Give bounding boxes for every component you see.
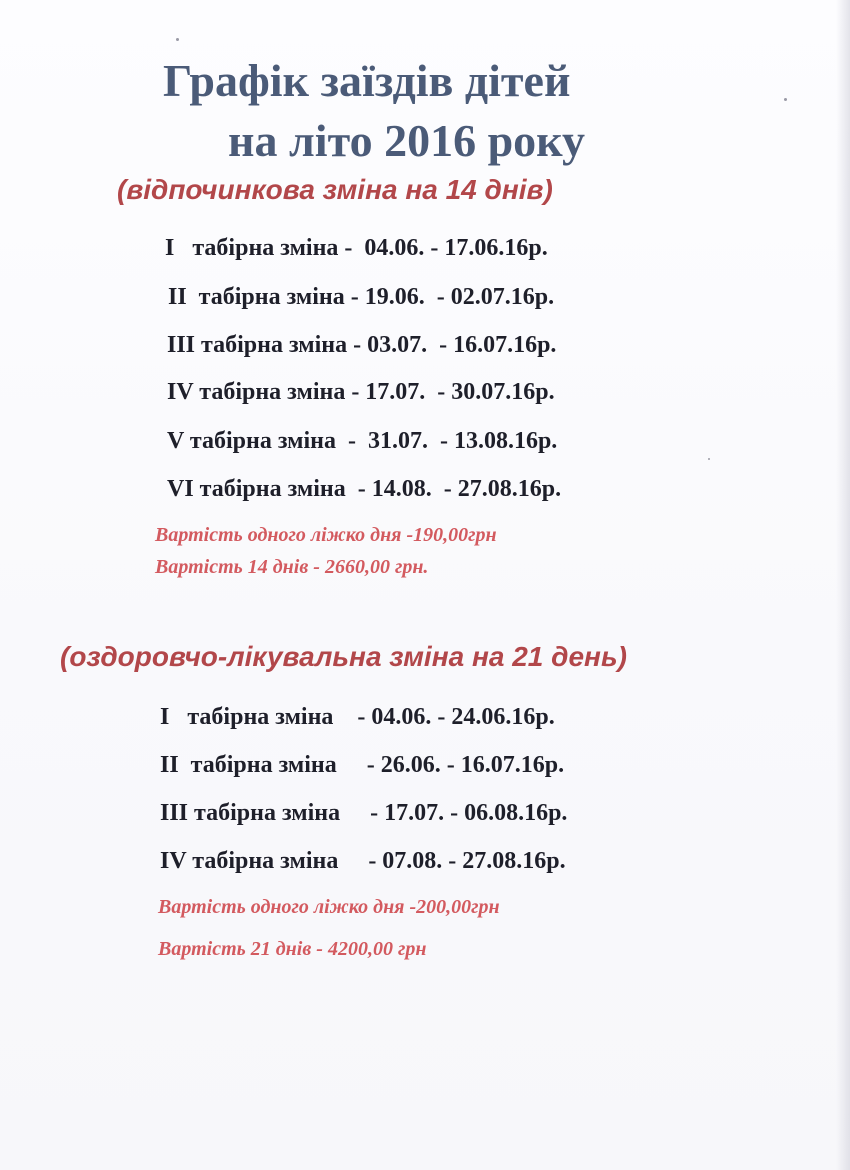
scan-speck [784, 98, 787, 101]
shift-row: III табірна зміна - 17.07. - 06.08.16р. [160, 800, 568, 826]
shift-row: II табірна зміна - 19.06. - 02.07.16р. [168, 284, 555, 310]
scan-speck [176, 38, 179, 41]
shift-row: II табірна зміна - 26.06. - 16.07.16р. [160, 752, 565, 778]
shift-row: III табірна зміна - 03.07. - 16.07.16р. [167, 332, 557, 358]
page-title-line-1: Графік заїздів дітей [163, 55, 571, 106]
price-total: Вартість 14 днів - 2660,00 грн. [155, 556, 429, 578]
shift-row: I табірна зміна - 04.06. - 24.06.16р. [160, 704, 555, 730]
shift-row: VI табірна зміна - 14.08. - 27.08.16р. [167, 476, 562, 502]
page-title-line-2: на літо 2016 року [228, 115, 586, 166]
page-edge-shadow [836, 0, 850, 1170]
scan-speck [708, 458, 710, 460]
shift-row: V табірна зміна - 31.07. - 13.08.16р. [167, 428, 558, 454]
shift-row: I табірна зміна - 04.06. - 17.06.16р. [165, 235, 548, 261]
price-per-day: Вартість одного ліжко дня -200,00грн [158, 896, 500, 918]
section-heading-health-shift: (оздоровчо-лікувальна зміна на 21 день) [60, 641, 627, 672]
shift-row: IV табірна зміна - 07.08. - 27.08.16р. [160, 848, 566, 874]
price-total: Вартість 21 днів - 4200,00 грн [158, 938, 427, 960]
section-heading-rest-shift: (відпочинкова зміна на 14 днів) [117, 174, 553, 205]
price-per-day: Вартість одного ліжко дня -190,00грн [155, 524, 497, 546]
shift-row: IV табірна зміна - 17.07. - 30.07.16р. [167, 379, 555, 405]
